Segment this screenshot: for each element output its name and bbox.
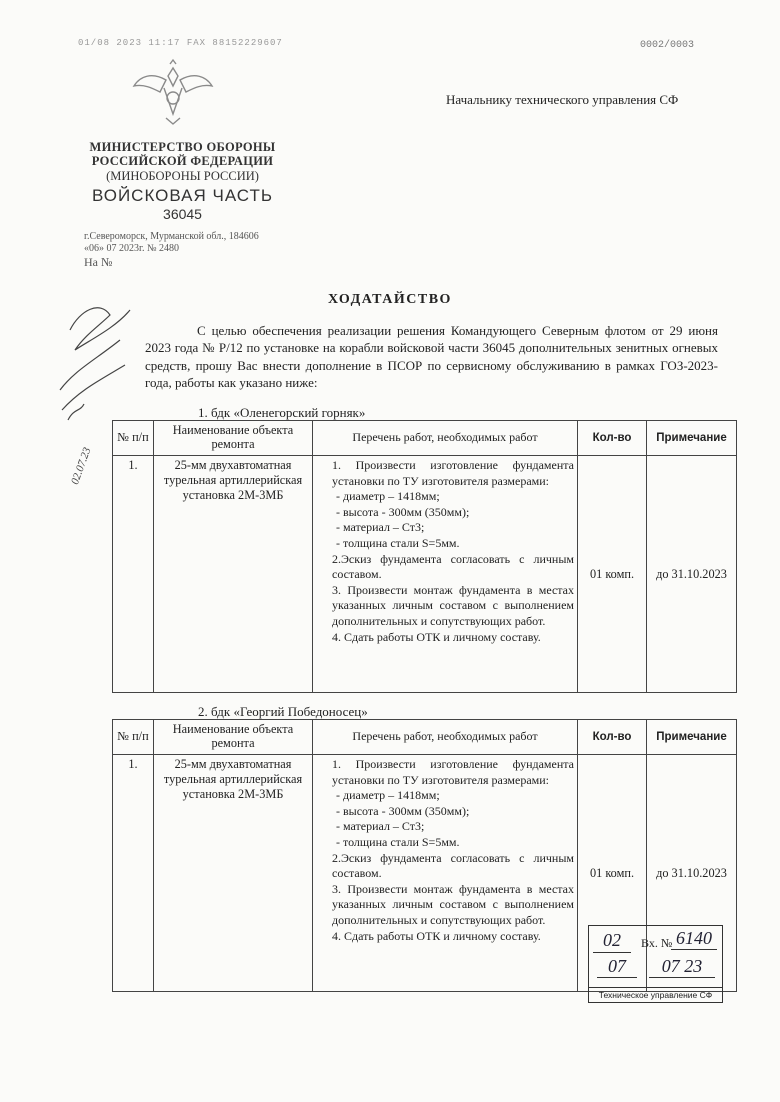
header-qty: Кол-во: [578, 421, 647, 456]
row-works: [313, 755, 578, 992]
ministry-line: МИНИСТЕРСТВО ОБОРОНЫ: [89, 140, 276, 154]
header-works: Перечень работ, необходимых работ: [313, 720, 578, 755]
military-unit-number: 36045: [163, 205, 202, 222]
section-1-title: 1. бдк «Оленегорский горняк»: [198, 405, 366, 420]
table-header-row: [113, 720, 737, 755]
work-step-1: 1. Произвести изготовление фундамента установки по ТУ изготовителя размерами:: [332, 458, 574, 488]
table-header-row: [113, 421, 737, 456]
work-dimension-1: - диаметр – 1418мм;: [336, 788, 440, 803]
work-dimension-2: - высота - 300мм (350мм);: [336, 504, 470, 519]
header-no: № п/п: [113, 421, 154, 456]
document-title: ХОДАТАЙСТВО: [328, 292, 452, 307]
margin-date: 02.07.23: [69, 445, 94, 487]
header-note: Примечание: [647, 421, 737, 456]
eagle-emblem-icon: [130, 58, 216, 128]
fax-header: 01/08 2023 11:17 FAX 88152229607: [78, 38, 283, 48]
work-dimension-4: - толщина стали S=5мм.: [336, 535, 460, 550]
work-step-3: 3. Произвести монтаж фундамента в местах указанных личным составом с выполнением дополнительных и сопутствующих работ.: [332, 881, 574, 927]
work-dimension-2: - высота - 300мм (350мм);: [336, 803, 470, 818]
work-step-2: 2.Эскиз фундамента согласовать с личным составом.: [332, 850, 574, 881]
work-step-1: 1. Произвести изготовление фундамента установки по ТУ изготовителя размерами:: [332, 757, 574, 787]
work-dimension-3: - материал – Ст3;: [336, 520, 425, 535]
row-works: [313, 456, 578, 693]
outgoing-date-number: «06» 07 2023г. № 2480: [84, 243, 180, 254]
row-note: до 31.10.2023: [647, 456, 737, 693]
stamp-vx-label: Вх. №: [641, 936, 673, 950]
work-step-2: 2.Эскиз фундамента согласовать с личным составом.: [332, 551, 574, 582]
works-table-1: [112, 420, 737, 693]
stamp-in-number: 02: [593, 930, 631, 953]
work-step-4: 4. Сдать работы ОТК и личному составу.: [332, 928, 541, 943]
header-works: Перечень работ, необходимых работ: [313, 421, 578, 456]
page-number: 0002/0003: [640, 40, 695, 51]
row-qty: 01 комп.: [578, 755, 647, 992]
row-no: 1.: [113, 456, 154, 693]
work-dimension-4: - толщина стали S=5мм.: [336, 834, 460, 849]
header-note: Примечание: [647, 720, 737, 755]
row-name: 25-мм двухавтоматная турельная артиллерийская установка 2М-3МБ: [154, 456, 313, 693]
header-qty: Кол-во: [578, 720, 647, 755]
stamp-date-day: 07: [597, 956, 637, 978]
work-step-3: 3. Произвести монтаж фундамента в местах указанных личным составом с выполнением дополнительных и сопутствующих работ.: [332, 582, 574, 628]
sender-block: [80, 140, 285, 222]
section-2-title: 2. бдк «Георгий Победоносец»: [198, 704, 368, 719]
header-no: № п/п: [113, 720, 154, 755]
intro-paragraph: С целью обеспечения реализации решения Командующего Северным флотом от 29 июня 2023 года № Р/12 по установке на корабли войсковой части 36045 дополнительных зенитных огневых средств, прошу Вас внести дополнение в ПСОР по сервисному обслуживанию в рамках ГОЗ-2023-года, работы как указано ниже:: [145, 323, 718, 390]
military-unit-label: ВОЙСКОВАЯ ЧАСТЬ: [91, 186, 274, 206]
address-line: г.Североморск, Мурманской обл., 184606: [84, 231, 259, 242]
registration-stamp: [588, 925, 723, 1003]
stamp-footer: Техническое управление СФ: [589, 987, 722, 1002]
row-no: 1.: [113, 755, 154, 992]
federation-line: РОССИЙСКОЙ ФЕДЕРАЦИИ: [91, 154, 274, 169]
reference-line: На №: [84, 255, 113, 269]
sender-address: [84, 231, 259, 269]
row-name: 25-мм двухавтоматная турельная артиллерийская установка 2М-3МБ: [154, 755, 313, 992]
row-qty: 01 комп.: [578, 456, 647, 693]
row-note: до 31.10.2023: [647, 755, 737, 992]
work-step-4: 4. Сдать работы ОТК и личному составу.: [332, 629, 541, 644]
addressee: Начальнику технического управления СФ: [446, 92, 679, 107]
header-name: Наименование объекта ремонта: [154, 421, 313, 456]
stamp-date-rest: 07 23: [649, 956, 715, 978]
ministry-abbrev: (МИНОБОРОНЫ РОССИИ): [106, 168, 259, 183]
work-dimension-1: - диаметр – 1418мм;: [336, 489, 440, 504]
header-name: Наименование объекта ремонта: [154, 720, 313, 755]
stamp-vx-number: 6140: [671, 928, 717, 950]
table-row: [113, 456, 737, 693]
work-dimension-3: - материал – Ст3;: [336, 819, 425, 834]
